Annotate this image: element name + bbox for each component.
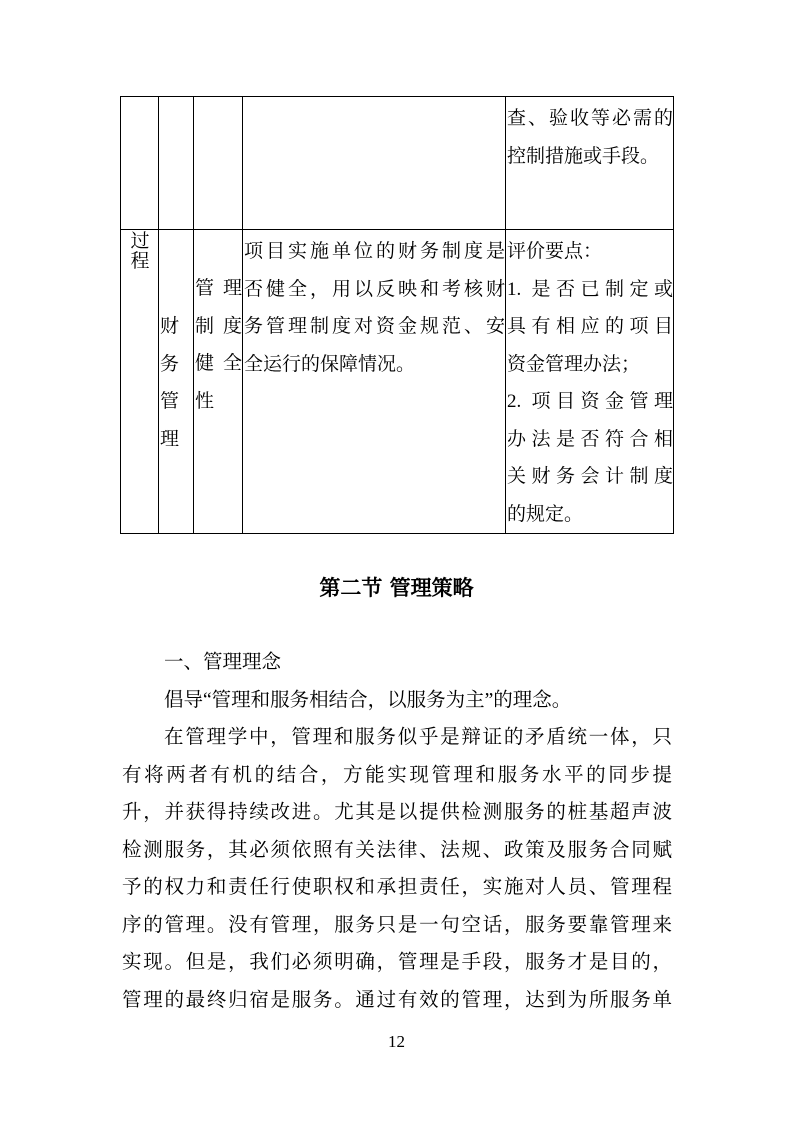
cell-text-line: 关财务会计制度: [507, 466, 673, 487]
cell-text-line: 的规定。: [507, 503, 584, 525]
paragraph-line: 序的管理。没有管理，服务只是一句空话，服务要靠管理来: [122, 914, 672, 936]
cell-text-line: 管: [160, 391, 180, 412]
cell-text-line: 2. 项目资金管理: [507, 391, 673, 412]
cell-text-line: 过: [130, 231, 150, 252]
paragraph-line: 管理的最终归宿是服务。通过有效的管理，达到为所服务单: [122, 989, 672, 1011]
cell-text-line: 查、验收等必需的: [507, 108, 673, 129]
table-cell-description: [243, 230, 506, 534]
section-heading: 第二节 管理策略: [319, 576, 474, 600]
paragraph: [122, 719, 672, 1019]
table-cell-criteria: [506, 97, 674, 230]
table-cell-criteria: [506, 230, 674, 534]
cell-text-line: 资金管理办法；: [507, 353, 641, 375]
cell-text-line: 管 理: [195, 278, 242, 299]
body-text: [122, 644, 672, 1019]
table-cell: [194, 97, 243, 230]
cell-text-line: 1. 是否已制定或: [507, 278, 673, 300]
cell-text-line: 办法是否符合相: [507, 428, 673, 450]
table-cell-stage: [121, 230, 159, 534]
table-row: [121, 97, 674, 230]
table-cell: [243, 97, 506, 230]
page-number: 12: [388, 1032, 405, 1051]
paragraph: 倡导“管理和服务相结合，以服务为主”的理念。: [164, 689, 572, 711]
cell-text-line: 项目实施单位的财务制度是: [244, 241, 505, 262]
evaluation-table: [120, 96, 674, 534]
table-cell: [121, 97, 159, 230]
cell-text-line: 评价要点：: [507, 241, 603, 262]
table-cell: [159, 97, 194, 230]
cell-text-line: 全运行的保障情况。: [244, 353, 416, 375]
table-row: [121, 230, 674, 534]
cell-text-line: 务管理制度对资金规范、安: [244, 316, 505, 337]
cell-text-line: 程: [130, 251, 150, 272]
paragraph-line: 予的权力和责任行使职权和承担责任，实施对人员、管理程: [122, 877, 672, 898]
table-cell-category: [159, 230, 194, 534]
cell-text-line: 财: [160, 316, 180, 337]
paragraph-line: 在管理学中，管理和服务似乎是辩证的矛盾统一体，只: [164, 727, 672, 748]
cell-text-line: 性: [195, 390, 215, 412]
paragraph-line: 实现。但是，我们必须明确，管理是手段，服务才是目的，: [122, 952, 672, 973]
subheading: 一、管理理念: [164, 652, 282, 673]
paragraph-line: 升，并获得持续改进。尤其是以提供检测服务的桩基超声波: [122, 802, 672, 823]
cell-text-line: 具有相应的项目: [507, 316, 673, 337]
table-cell-indicator: [194, 230, 243, 534]
cell-text-line: 控制措施或手段。: [507, 145, 660, 167]
cell-text-line: 理: [160, 428, 180, 450]
cell-text-line: 健 全: [195, 353, 242, 374]
cell-text-line: 制 度: [195, 315, 242, 337]
cell-text-line: 务: [160, 353, 180, 375]
paragraph-line: 有将两者有机的结合，方能实现管理和服务水平的同步提: [122, 764, 672, 786]
cell-text-line: 否健全，用以反映和考核财: [244, 278, 505, 300]
paragraph-line: 检测服务，其必须依照有关法律、法规、政策及服务合同赋: [122, 839, 672, 861]
